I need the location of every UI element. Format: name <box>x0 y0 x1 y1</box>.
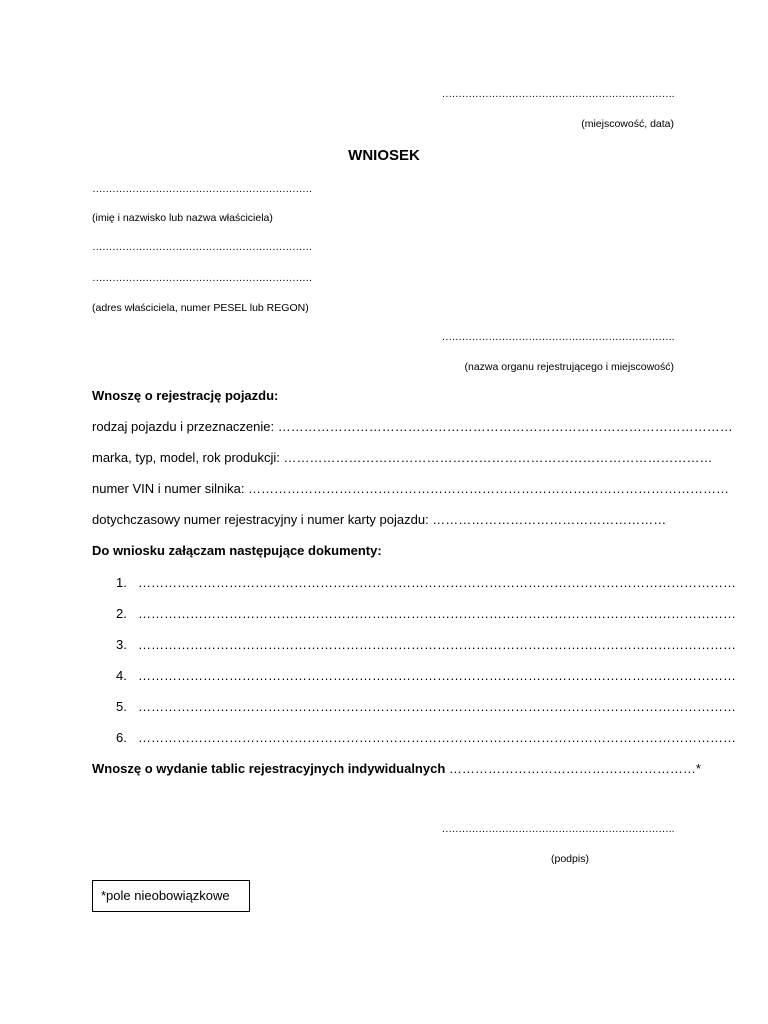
date-dots: ……………………………………………………………. <box>441 88 674 100</box>
registration-row-vehicle-type: rodzaj pojazdu i przeznaczenie: …………………………………………………………………………………………… <box>92 419 733 434</box>
document-item-dots: ………………………………………………………………………………………………………………………… <box>138 575 736 590</box>
document-item-number: 1. <box>116 575 127 590</box>
document-title: WNIOSEK <box>348 147 420 164</box>
document-item-dots: ………………………………………………………………………………………………………………………… <box>138 730 736 745</box>
authority-caption: (nazwa organu rejestrującego i miejscowość) <box>464 361 674 373</box>
authority-dots: ……………………………………………………………. <box>441 331 674 343</box>
owner-name-dots: ………………………………………………………… <box>92 183 312 195</box>
document-item-dots: ………………………………………………………………………………………………………………………… <box>138 668 736 683</box>
documents-heading: Do wniosku załączam następujące dokumenty: <box>92 543 382 558</box>
document-item-number: 3. <box>116 637 127 652</box>
plates-label: Wnoszę o wydanie tablic rejestracyjnych indywidualnych <box>92 761 446 776</box>
registration-row-vin: numer VIN i numer silnika: ………………………………………………………………………………………………… <box>92 481 730 496</box>
document-item-number: 4. <box>116 668 127 683</box>
footnote-text: *pole nieobowiązkowe <box>101 888 230 903</box>
document-item-number: 6. <box>116 730 127 745</box>
registration-heading: Wnoszę o rejestrację pojazdu: <box>92 388 279 403</box>
owner-address-dots-2: ………………………………………………………… <box>92 272 312 284</box>
owner-name-caption: (imię i nazwisko lub nazwa właściciela) <box>92 212 273 224</box>
date-caption: (miejscowość, data) <box>581 118 674 130</box>
document-item-number: 2. <box>116 606 127 621</box>
document-item-dots: ………………………………………………………………………………………………………………………… <box>138 699 736 714</box>
owner-address-caption: (adres właściciela, numer PESEL lub REGON) <box>92 302 309 314</box>
document-item-dots: ………………………………………………………………………………………………………………………… <box>138 606 736 621</box>
signature-dots: ……………………………………………………………. <box>441 823 674 835</box>
plates-row <box>92 761 701 776</box>
registration-row-previous-number: dotychczasowy numer rejestracyjny i numer karty pojazdu: ……………………………………………… <box>92 512 667 527</box>
footnote-box <box>92 880 250 912</box>
owner-address-dots-1: ………………………………………………………… <box>92 241 312 253</box>
signature-caption: (podpis) <box>551 853 589 865</box>
document-item-number: 5. <box>116 699 127 714</box>
registration-row-make-model: marka, typ, model, rok produkcji: ……………………………………………………………………………………… <box>92 450 713 465</box>
plates-dots: …………………………………………………* <box>448 761 701 776</box>
document-item-dots: ………………………………………………………………………………………………………………………… <box>138 637 736 652</box>
